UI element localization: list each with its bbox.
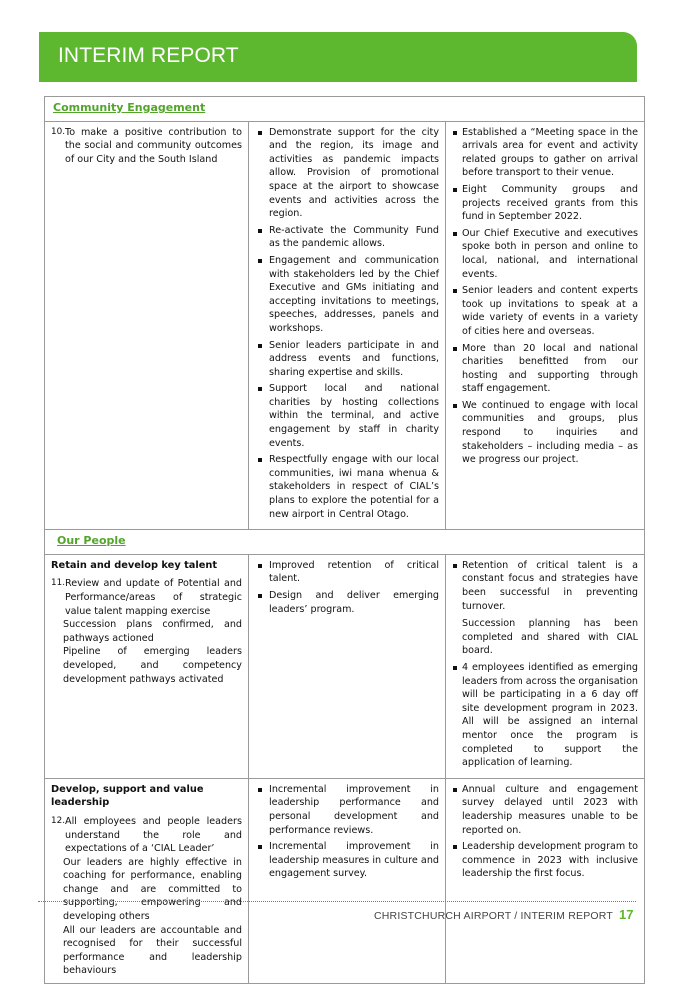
objective-text: All employees and people leaders understand the role and expectations of a ‘CIAL Leader’	[65, 815, 242, 855]
objective-text: All our leaders are accountable and recognised for their successful performance and leadership behaviours	[63, 924, 242, 977]
list-item: Senior leaders participate in and address events and functions, sharing expertise and skills.	[255, 339, 439, 380]
result-text: Succession planning has been completed and shared with CIAL board.	[462, 618, 639, 657]
results-list	[452, 559, 638, 770]
page-title: INTERIM REPORT	[58, 44, 239, 67]
objective-title: Develop, support and value leadership	[51, 783, 204, 809]
objective-cell	[45, 778, 249, 983]
footer-title: CHRISTCHURCH AIRPORT / INTERIM REPORT	[373, 910, 613, 922]
objective-number: 10.	[51, 126, 65, 137]
table-row	[45, 121, 645, 530]
results-cell	[446, 554, 645, 778]
list-item: Senior leaders and content experts took up invitations to speak at a wide variety of events in a variety of cities here and overseas.	[452, 284, 638, 338]
list-item: Demonstrate support for the city and the region, its image and activities as pandemic impacts allow. Provision of promotional space at the airport to showcase events and activities across the region.	[255, 126, 439, 221]
list-item: Established a “Meeting space in the arrivals area for event and activity related groups to gather on arrival before transport to their venue.	[452, 126, 638, 180]
section-row-people	[45, 530, 645, 555]
objective-number: 12.	[51, 815, 65, 826]
list-item	[452, 559, 638, 658]
list-item: More than 20 local and national charities benefitted from our hosting and supporting through staff engagement.	[452, 342, 638, 396]
result-text: Retention of critical talent is a constant focus and strategies have been successful in preventing turnover.	[462, 559, 639, 612]
list-item: Re-activate the Community Fund as the pandemic allows.	[255, 224, 439, 251]
list-item: Incremental improvement in leadership performance and personal development and performance reviews.	[255, 783, 439, 837]
list-item: Eight Community groups and projects received grants from this fund in September 2022.	[452, 183, 638, 224]
footer-divider	[38, 901, 636, 902]
results-list	[452, 783, 638, 881]
list-item: Engagement and communication with stakeholders led by the Chief Executive and GMs initiating and accepting invitations to meetings, speeches, addresses, panels and workshops.	[255, 254, 439, 336]
list-item: Design and deliver emerging leaders’ program.	[255, 589, 439, 616]
list-item: Support local and national charities by hosting collections within the terminal, and active engagement by staff in charity events.	[255, 382, 439, 450]
header-banner	[39, 32, 637, 82]
list-item: Incremental improvement in leadership measures in culture and engagement survey.	[255, 840, 439, 881]
section-heading-people: Our People	[57, 534, 126, 548]
list-item: We continued to engage with local communities and groups, plus respond to inquiries and stakeholders – including media – as we progress our project.	[452, 399, 638, 467]
results-cell	[446, 778, 645, 983]
list-item: Our Chief Executive and executives spoke both in person and online to local, national, and international events.	[452, 227, 638, 281]
report-table	[44, 96, 645, 984]
objective-text: Our leaders are highly effective in coaching for performance, enabling change and are committed to supporting, empowering and developing others	[63, 856, 242, 923]
list-item: Improved retention of critical talent.	[255, 559, 439, 586]
list-item: Annual culture and engagement survey delayed until 2023 with leadership measures unable to be reported on.	[452, 783, 638, 837]
objective-title: Retain and develop key talent	[51, 559, 218, 571]
list-item: 4 employees identified as emerging leaders from across the organisation will be participating in a 6 day off site development program in 2023. All will be assigned an internal mentor once the program is completed to support the application of learning.	[452, 661, 638, 770]
actions-cell	[249, 778, 446, 983]
list-item: Leadership development program to commence in 2023 with inclusive leadership the first focus.	[452, 840, 638, 881]
objective-text: To make a positive contribution to the social and community outcomes of our City and the South Island	[65, 126, 242, 165]
objective-text: Review and update of Potential and Performance/areas of strategic value talent mapping exercise	[65, 578, 242, 617]
actions-list	[255, 126, 439, 522]
objective-text: Pipeline of emerging leaders developed, and competency development pathways activated	[63, 646, 242, 685]
objective-number: 11.	[51, 578, 65, 589]
list-item: Respectfully engage with our local communities, iwi mana whenua & stakeholders in respect of CIAL’s plans to explore the potential for a new airport in Central Otago.	[255, 453, 439, 521]
actions-cell	[249, 121, 446, 530]
objective-cell	[45, 554, 249, 778]
section-row-community	[45, 97, 645, 122]
results-list	[452, 126, 638, 467]
table-row	[45, 554, 645, 778]
actions-cell	[249, 554, 446, 778]
section-heading-community: Community Engagement	[53, 101, 206, 114]
page-number: 17	[619, 907, 634, 922]
results-cell	[446, 121, 645, 530]
table-row	[45, 778, 645, 983]
objective-text: Succession plans confirmed, and pathways actioned	[63, 619, 242, 644]
objective-cell	[45, 121, 249, 530]
actions-list	[255, 783, 439, 881]
actions-list	[255, 559, 439, 616]
